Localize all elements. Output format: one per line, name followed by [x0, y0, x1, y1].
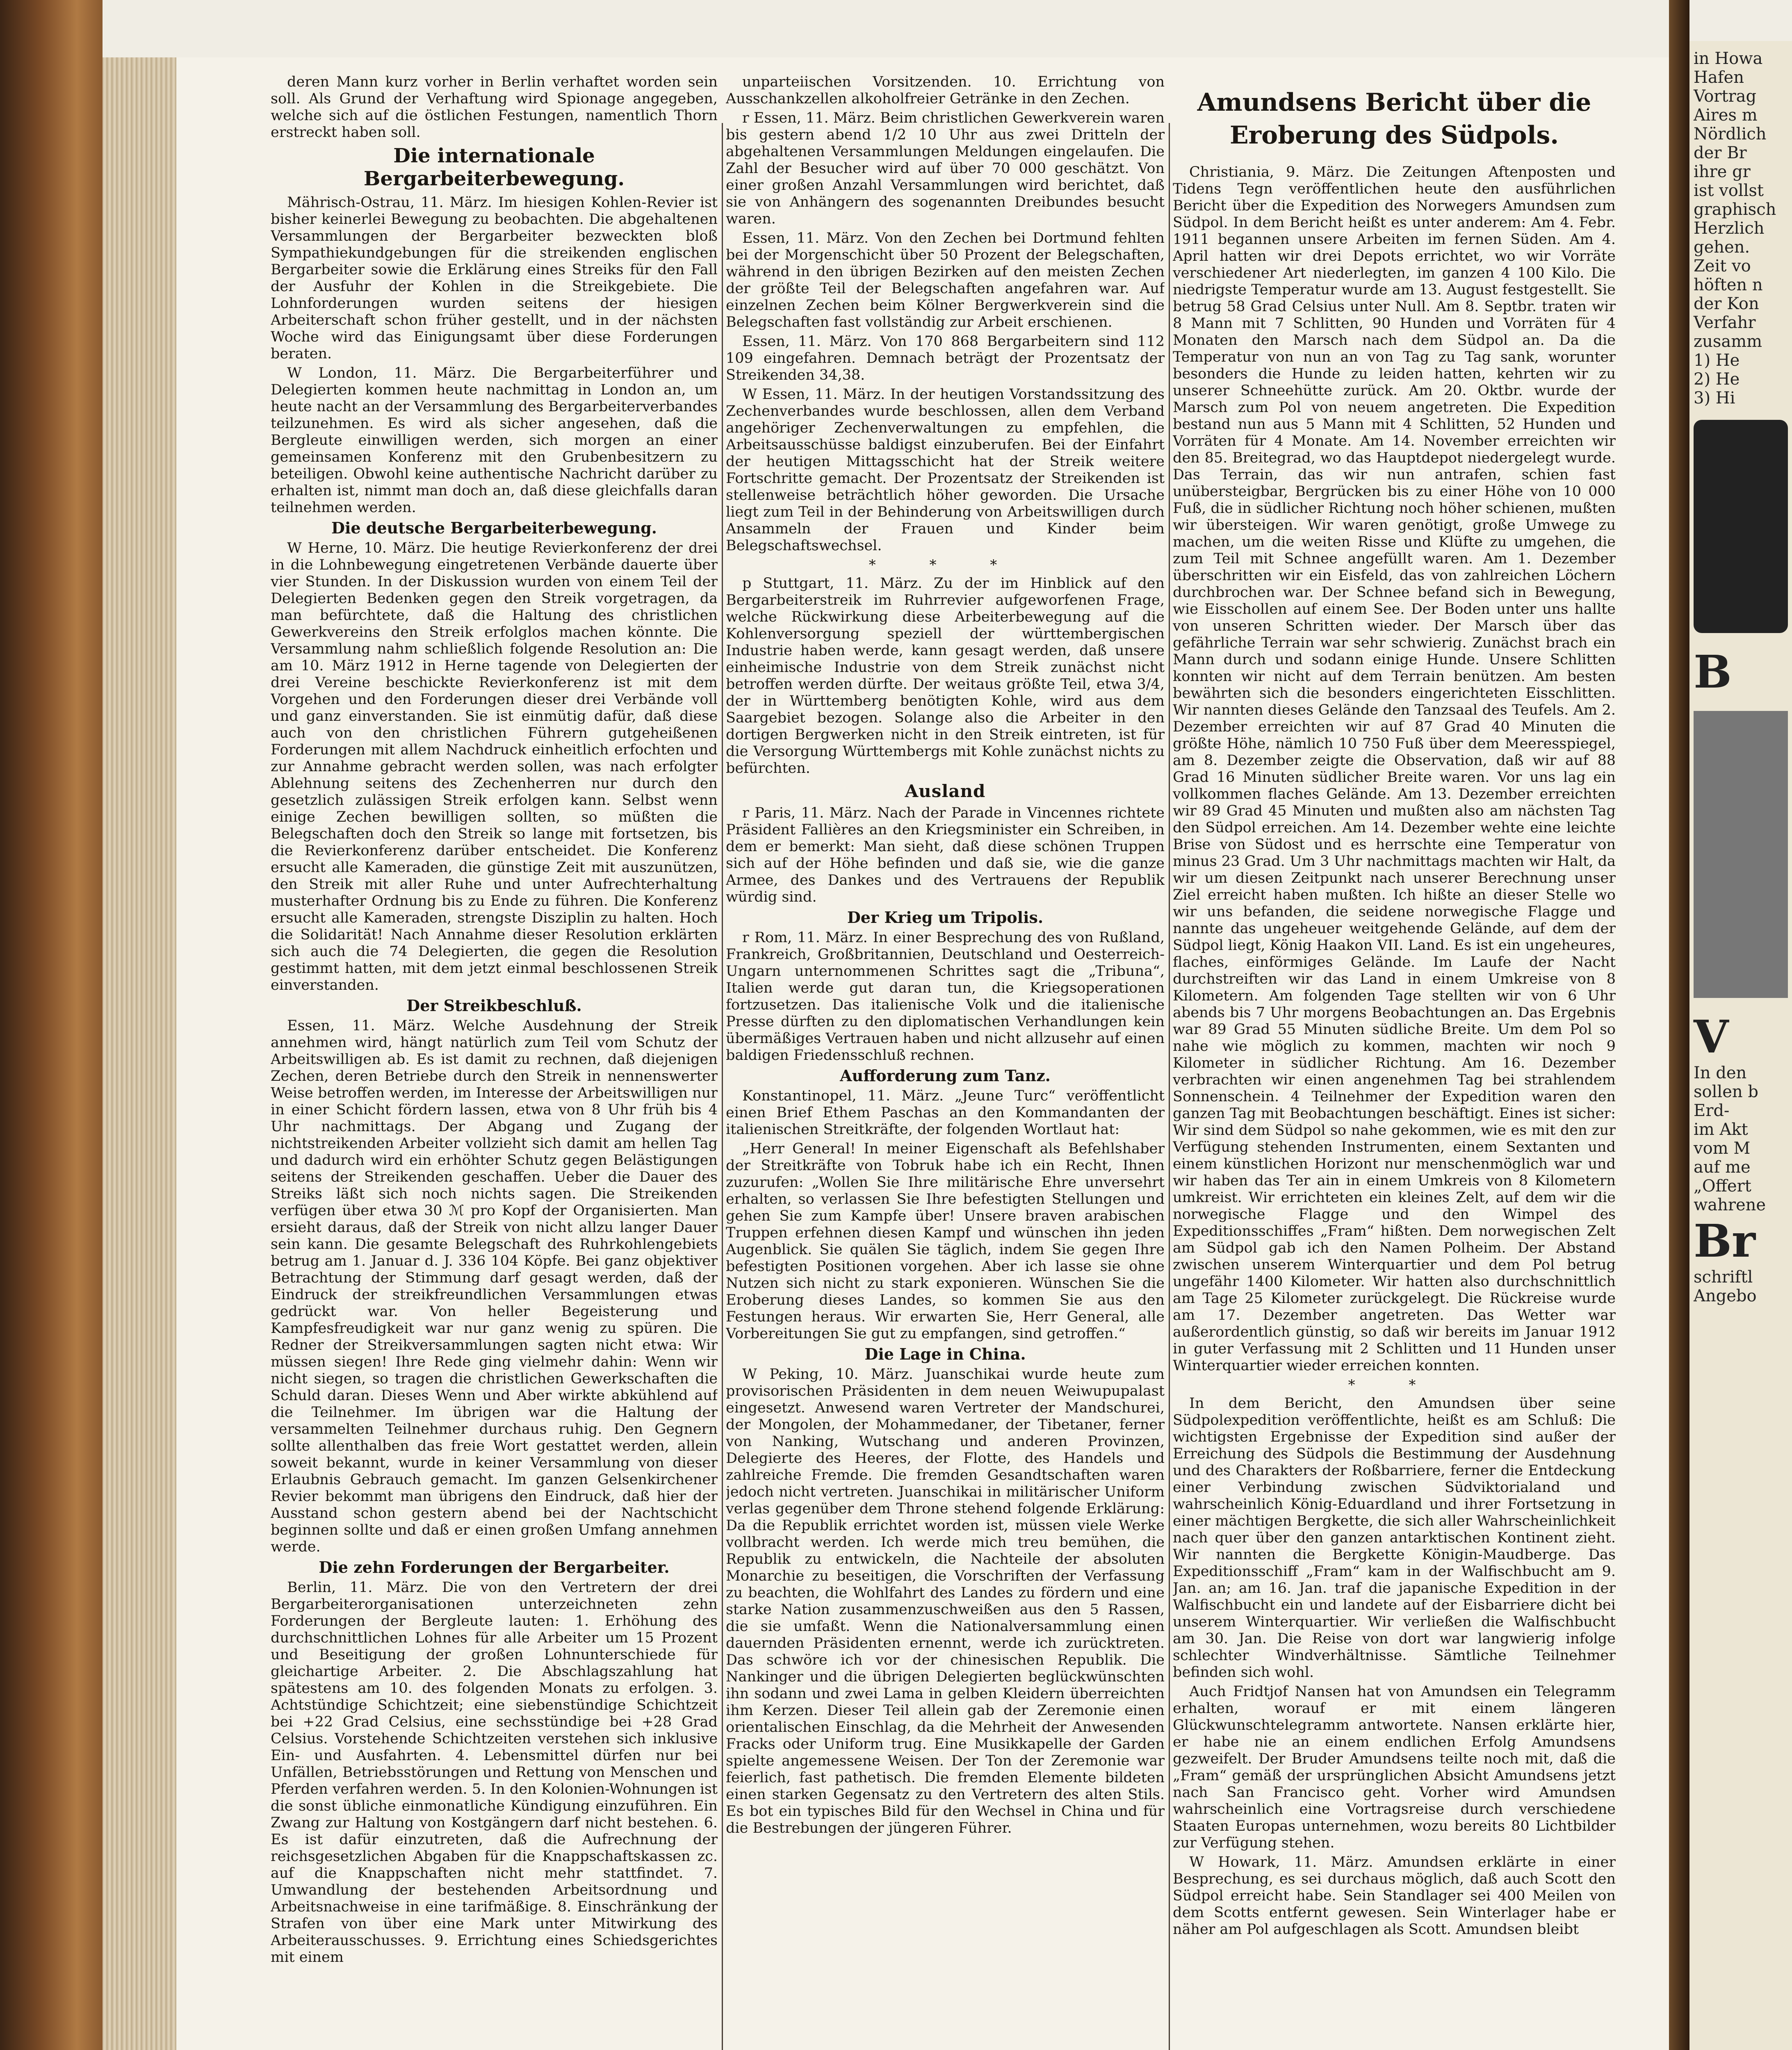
column-rule: [722, 123, 723, 2050]
ad-letter: V: [1694, 1010, 1729, 1063]
subheadline: Die zehn Forderungen der Bergarbeiter.: [319, 1558, 670, 1576]
fragment: 2) He: [1694, 370, 1740, 389]
advertisement-graphic: [1694, 420, 1788, 633]
adjacent-page: [1689, 41, 1792, 2050]
fragment: Zeit vo: [1694, 257, 1751, 276]
subheadline: Der Streikbeschluß.: [406, 996, 582, 1015]
paragraph: W Herne, 10. März. Die heutige Revierkonferenz der drei in die Lohnbewegung eingetretenen Verbände dauerte über vier Stunden. In der Diskussion wurden von einem Teil der Delegierten Bedenken gegen den Streik vorgetragen, da man befürchtete, daß die Haltung des christlichen Gewerkvereins den Streik erfolglos machen könnte. Die Versammlung nahm schließlich folgende Resolution an: Die am 10. März 1912 in Herne tagende von Delegierten der drei Vereine beschickte Revierkonferenz ist mit dem Vorgehen und den Forderungen dieser drei Verbände voll und ganz einverstanden. Sie ist einmütig dafür, daß diese auch von den christlichen Führern gutgeheißenen Forderungen mit allem Nachdruck einheitlich erfochten und zur Annahme gebracht werden sollen, was nach erfolgter Ablehnung seitens des Zechenherren nur durch den gesetzlich zulässigen Streik erfolgen kann. Selbst wenn einige Zechen bewilligen sollten, so müßten die Belegschaften doch den Streik so lange mit fortsetzen, bis die Revierkonferenz darüber entscheidet. Die Konferenz ersucht alle Kameraden, die günstige Zeit mit auszunützen, den Streik mit aller Ruhe und unter Aufrechterhaltung musterhafter Ordnung bis zu Ende zu führen. Die Konferenz ersucht alle Kameraden, strengste Disziplin zu halten. Hoch die Solidarität! Nach Annahme dieser Resolution erklärten sich auch die 74 Delegierten, die gegen die Resolution gestimmt hatten, mit dem jetzt einmal beschlossenen Streik einverstanden.: [271, 540, 718, 993]
advertisement-image: [1694, 711, 1788, 998]
ad-letter: B: [1694, 645, 1732, 698]
fragment: wahrene: [1694, 1196, 1766, 1214]
fragment: sollen b: [1694, 1082, 1758, 1101]
paragraph: Auch Fridtjof Nansen hat von Amundsen ein Telegramm erhalten, worauf er mit einem längeren Glückwunschtelegramm antwortete. Nansen erklärte hier, er habe nie an einem endlichen Erfolg Amundsens gezweifelt. Der Bruder Amundsens teilte noch mit, daß die „Fram“ gemäß der ursprünglichen Absicht Amundsens jetzt nach San Francisco geht. Vorher wird Amundsen wahrscheinlich eine Vortragsreise durch verschiedene Staaten Europas unternehmen, wozu bereits 80 Lichtbilder zur Verfügung stehen.: [1173, 1683, 1616, 1851]
section-heading: Ausland: [905, 781, 986, 801]
fragment: der Br: [1694, 144, 1747, 162]
fragment: Herzlich: [1694, 219, 1765, 238]
paragraph: deren Mann kurz vorher in Berlin verhaftet worden sein soll. Als Grund der Verhaftung wird Spionage angegeben, welche sich auf die östlichen Festungen, namentlich Thorn erstreckt haben soll.: [271, 74, 718, 141]
separator-stars: * *: [1348, 1377, 1441, 1393]
fragment: zusamm: [1694, 332, 1762, 351]
paragraph: r Rom, 11. März. In einer Besprechung des von Rußland, Frankreich, Großbritannien, Deutschland und Oesterreich-Ungarn unternommenen Schrittes sagt die „Tribuna“, Italien werde gut daran tun, die Kriegsoperationen fortzusetzen. Das italienische Volk und die italienische Presse dürften zu den diplomatischen Verhandlungen kein übermäßiges Vertrauen haben und nicht allzusehr auf einen baldigen Friedensschluß rechnen.: [726, 929, 1165, 1064]
ad-letter: Br: [1694, 1214, 1756, 1267]
fragment: auf me: [1694, 1158, 1751, 1177]
column-2: [726, 74, 1165, 2050]
headline: Die internationale Bergarbeiterbewegung.: [363, 144, 625, 190]
subheadline: Der Krieg um Tripolis.: [847, 908, 1044, 927]
paragraph: Mährisch-Ostrau, 11. März. Im hiesigen Kohlen-Revier ist bisher keinerlei Bewegung zu beobachten. Die abgehaltenen Versammlungen der Bergarbeiter bezweckten bloß Sympathiekundgebungen für die streikenden englischen Bergarbeiter sowie die Erklärung eines Streiks für den Fall der Ausfuhr der Kohlen in die Streikgebiete. Die Lohnforderungen wurden seitens der hiesigen Arbeiterschaft schon früher gestellt, und in der nächsten Woche wird das Einigungsamt über diese Forderungen beraten.: [271, 194, 718, 362]
fragment: „Offert: [1694, 1177, 1751, 1196]
book-gutter: [1669, 0, 1689, 2050]
fragment: In den: [1694, 1064, 1747, 1082]
fragment: Verfahr: [1694, 313, 1756, 332]
paragraph: p Stuttgart, 11. März. Zu der im Hinblick auf den Bergarbeiterstreik im Ruhrrevier aufgeworfenen Frage, welche Rückwirkung diese Arbeiterbewegung auf die Kohlenversorgung speziell der württembergischen Industrie haben werde, kann gesagt werden, daß unsere einheimische Industrie von dem Streik zunächst nicht betroffen werden dürfte. Der weitaus größte Teil, etwa 3/4, der in Württemberg benötigten Kohle, wird aus dem Saargebiet bezogen. Solange also die Arbeiter in den dortigen Bergwerken nicht in den Streik eintreten, ist für die Versorgung Württembergs mit Kohle zunächst nichts zu befürchten.: [726, 575, 1165, 777]
fragment: 3) Hi: [1694, 389, 1735, 408]
column-1: [271, 74, 718, 2050]
fragment: 1) He: [1694, 351, 1740, 370]
paragraph: r Essen, 11. März. Beim christlichen Gewerkverein waren bis gestern abend 1/2 10 Uhr aus zwei Dritteln der abgehaltenen Versammlungen Meldungen eingelaufen. Die Zahl der Besucher wird auf über 70 000 geschätzt. Von einer großen Anzahl Versammlungen wird berichtet, daß sie von Anhängern des sogenannten Dreibundes besucht waren.: [726, 110, 1165, 227]
fragment: Erd-: [1694, 1101, 1730, 1120]
paragraph: W Essen, 11. März. In der heutigen Vorstandssitzung des Zechenverbandes wurde beschlossen, allen dem Verband angehöriger Zechenverwaltungen zu empfehlen, die Arbeitsausschüsse baldigst einzuberufen. Bei der Einfahrt der heutigen Mittagsschicht hat der Streik weitere Fortschritte gemacht. Der Prozentsatz der Streikenden ist stellenweise beträchtlich höher geworden. Die Ursache liegt zum Teil in der Behinderung von Arbeitswilligen durch Ansammeln der Frauen und Kinder beim Belegschaftswechsel.: [726, 386, 1165, 554]
subheadline: Die deutsche Bergarbeiterbewegung.: [331, 519, 657, 537]
paragraph: Berlin, 11. März. Die von den Vertretern der drei Bergarbeiterorganisationen unterzeichneten zehn Forderungen der Bergleute lauten: 1. Erhöhung des durchschnittlichen Lohnes für alle Arbeiter um 15 Prozent und Beseitigung der großen Lohnunterschiede für gleichartige Arbeiter. 2. Die Abschlagszahlung hat spätestens am 10. des folgenden Monats zu erfolgen. 3. Achtstündige Schichtzeit; eine siebenstündige Schichtzeit bei +22 Grad Celsius, eine sechsstündige bei +28 Grad Celsius. Vorstehende Schichtzeiten verstehen sich inklusive Ein- und Ausfahrten. 4. Lebensmittel dürfen nur bei Unfällen, Betriebsstörungen und Rettung von Menschen und Pferden verfahren werden. 5. In den Kolonien-Wohnungen ist die sonst übliche einmonatliche Kündigung einzuführen. Ein Zwang zur Haltung von Kostgängern darf nicht bestehen. 6. Es ist dafür einzutreten, daß die Aufrechnung der reichsgesetzlichen Abgaben für die Knappschaftskassen zc. auf die Knappschaften nicht mehr stattfindet. 7. Umwandlung der bestehenden Arbeitsordnung und Arbeitsnachweise in eine tarifmäßige. 8. Einschränkung der Strafen von über eine Mark unter Mitwirkung des Arbeiterausschusses. 9. Errichtung eines Schiedsgerichtes mit einem: [271, 1579, 718, 1966]
column-3: [1173, 74, 1616, 2050]
book-binding: [0, 0, 103, 2050]
paragraph: unparteiischen Vorsitzenden. 10. Errichtung von Ausschankzellen alkoholfreier Getränke in den Zechen.: [726, 74, 1165, 107]
fragment: Nördlich: [1694, 125, 1767, 144]
fragment: ist vollst: [1694, 181, 1764, 200]
adjacent-page-text: [1689, 41, 1792, 1314]
column-rule: [1169, 123, 1170, 2050]
paragraph: Essen, 11. März. Von den Zechen bei Dortmund fehlten bei der Morgenschicht über 50 Prozent der Belegschaften, während in den übrigen Bezirken auf den meisten Zechen der größte Teil der Belegschaften angefahren war. Auf einzelnen Zechen beim Kölner Bergwerkverein sind die Belegschaften fast vollständig zur Arbeit erschienen.: [726, 230, 1165, 330]
fragment: im Akt: [1694, 1120, 1748, 1139]
paragraph: W Howark, 11. März. Amundsen erklärte in einer Besprechung, es sei durchaus möglich, daß auch Scott den Südpol erreicht habe. Sein Standlager sei 400 Meilen von dem Scotts entfernt gewesen. Sein Winterlager habe er näher am Pol aufgeschlagen als Scott. Amundsen bleibt: [1173, 1854, 1616, 1938]
fragment: ihre gr: [1694, 162, 1751, 181]
paragraph: In dem Bericht, den Amundsen über seine Südpolexpedition veröffentlichte, heißt es am Schluß: Die wichtigsten Ergebnisse der Expedition sind außer der Erreichung des Südpols die Bestimmung der Ausdehnung und des Charakters der Roßbarriere, ferner die Entdeckung einer Verbindung zwischen Südviktorialand und wahrscheinlich König-Eduardland und ihrer Fortsetzung in einer mächtigen Bergkette, die sich aller Wahrscheinlichkeit nach quer über den ganzen antarktischen Kontinent zieht. Wir nannten die Bergkette Königin-Maudberge. Das Expeditionsschiff „Fram“ kam in der Walfischbucht am 9. Jan. an; am 16. Jan. traf die japanische Expedition in der Walfischbucht ein und landete auf der Eisbarriere dicht bei unserem Winterquartier. Wir verließen die Walfischbucht am 30. Jan. Die Reise von dort war langwierig infolge schlechter Windverhältnisse. Sämtliche Teilnehmer befinden sich wohl.: [1173, 1395, 1616, 1681]
paragraph: Christiania, 9. März. Die Zeitungen Aftenposten und Tidens Tegn veröffentlichen heute den ausführlichen Bericht über die Expedition des Norwegers Amundsen zum Südpol. In dem Bericht heißt es unter anderem: Am 4. Febr. 1911 begannen unsere Arbeiten im fernen Süden. Am 4. April hatten wir drei Depots errichtet, wo wir Vorräte verschiedener Art niederlegten, im ganzen 4 100 Kilo. Die niedrigste Temperatur wurde am 13. August festgestellt. Sie betrug 58 Grad Celsius unter Null. Am 8. Septbr. traten wir 8 Mann mit 7 Schlitten, 90 Hunden und Vorräten für 4 Monaten den Marsch nach dem Südpol an. Da die Temperatur von nun an von Tag zu Tag sank, worunter besonders die Hunde zu leiden hatten, kehrten wir zu unserer Schneehütte zurück. Am 20. Oktbr. wurde der Marsch zum Pol von neuem angetreten. Die Expedition bestand nun aus 5 Mann mit 4 Schlitten, 52 Hunden und Vorräten für 4 Monate. Am 14. November erreichten wir den 85. Breitegrad, wo das Hauptdepot niedergelegt wurde. Das Terrain, das wir nun antrafen, schien fast unübersteigbar, Bergrücken bis zu einer Höhe von 10 000 Fuß, die in südlicher Richtung noch höher schienen, mußten wir übersteigen. Wir waren genötigt, große Umwege zu machen, um die weiten Risse und Klüfte zu umgehen, die zum Teil mit Schnee angefüllt waren. Am 1. Dezember überschritten wir ein Eisfeld, das von zahlreichen Löchern durchbrochen war. Der Schnee befand sich in Bewegung, wie Eisschollen auf einem See. Der Boden unter uns hallte von unseren Schritten wieder. Der Marsch über das gefährliche Terrain war sehr schwierig. Zunächst brach ein Mann durch und sodann einige Hunde. Unsere Schlitten konnten wir nicht auf dem Terrain benützen. Am besten bewährten sich die besonders eingerichteten Eisschlitten. Wir nannten dieses Gelände den Tanzsaal des Teufels. Am 2. Dezember erreichten wir auf 87 Grad 40 Minuten die größte Höhe, nämlich 10 750 Fuß über dem Meeresspiegel, am 8. Dezember zeigte die Observation, daß wir auf 88 Grad 16 Minuten südlicher Breite waren. Vor uns lag ein vollkommen flaches Gelände. Am 13. Dezember erreichten wir 89 Grad 45 Minuten und mußten also am nächsten Tag den Südpol erreichen. Am 14. Dezember wehte eine leichte Brise von Südost und es herrschte eine Temperatur von minus 23 Grad. Um 3 Uhr nachmittags machten wir Halt, da wir um diesen Zeitpunkt nach unserer Berechnung unser Ziel erreicht haben mußten. Ich hißte an dieser Stelle wo wir uns befanden, die seidene norwegische Flagge und nannte das ungeheuer weitgehende Gelände, auf dem der Südpol liegt, König Haakon VII. Land. Es ist ein ungeheures, flaches, einförmiges Gelände. Im Laufe der Nacht durchstreiften wir das Land in einem Umkreise von 8 Kilometern. Am folgenden Tage stellten wir von 6 Uhr abends bis 7 Uhr morgens Beobachtungen an. Das Ergebnis war 89 Grad 55 Minuten südliche Breite. Um dem Pol so nahe wie möglich zu kommen, machten wir noch 9 Kilometer in südlicher Richtung. Am 16. Dezember verbrachten wir einen angenehmen Tag bei strahlendem Sonnenschein. 4 Teilnehmer der Expedition waren den ganzen Tag mit Beobachtungen beschäftigt. Eines ist sicher: Wir sind dem Südpol so nahe gekommen, wie es mit den zur Verfügung stehenden Instrumenten, einem Sextanten und einem künstlichen Horizont nur menschenmöglich war und wir haben das Ter ain in einem Umkreis von 8 Kilometern umkreist. Wir errichteten ein kleines Zelt, auf dem wir die norwegische Flagge und den Wimpel des Expeditionsschiffes „Fram“ hißten. Dem norwegischen Zelt am Südpol gab ich den Namen Polheim. Der Abstand zwischen unserem Winterquartier und dem Pol betrug ungefähr 1400 Kilometer. Wir hatten also durchschnittlich am Tage 25 Kilometer zurückgelegt. Die Rückreise wurde am 17. Dezember angetreten. Das Wetter war außerordentlich günstig, so daß wir bereits im Januar 1912 in guter Verfassung mit 2 Schlitten und 11 Hunden unser Winterquartier wieder erreichen konnten.: [1173, 164, 1616, 1374]
fragment: gehen.: [1694, 238, 1750, 257]
paragraph: W London, 11. März. Die Bergarbeiterführer und Delegierten kommen heute nachmittag in London an, um heute nacht an der Versammlung des Bergarbeiterverbandes teilzunehmen. Es wird als sicher angesehen, daß die Bergleute einwilligen werden, sich morgen an einer gemeinsamen Konferenz mit den Grubenbesitzern zu beteiligen. Obwohl keine authentische Nachricht darüber zu erhalten ist, nimmt man doch an, daß diese gleichfalls daran teilnehmen werden.: [271, 365, 718, 516]
fragment: in Howa: [1694, 49, 1763, 68]
page-edges: [103, 57, 176, 2050]
paragraph: „Herr General! In meiner Eigenschaft als Befehlshaber der Streitkräfte von Tobruk habe ich ein Recht, Ihnen zuzurufen: „Wollen Sie Ihre militärische Ehre unversehrt erhalten, so verlassen Sie Ihre befestigten Stellungen und gehen Sie zum Kampfe über! Unsere braven arabischen Truppen erfehnen diesen Kampf und wünschen ihn jeden Augenblick. Sie quälen Sie täglich, indem Sie gegen Ihre befestigten Positionen vorgehen. Aber ich lasse sie ohne Nutzen sich nicht zu stark exponieren. Wünschen Sie die Eroberung dieses Landes, so kommen Sie aus den Festungen heraus. Wir erwarten Sie, Herr General, alle Vorbereitungen Sie gut zu empfangen, sind getroffen.“: [726, 1141, 1165, 1342]
paragraph: Essen, 11. März. Welche Ausdehnung der Streik annehmen wird, hängt natürlich zum Teil vom Schutz der Arbeitswilligen ab. Es ist damit zu rechnen, daß diejenigen Zechen, deren Betriebe durch den Streik in nennenswerter Weise betroffen werden, im Interesse der Arbeitswilligen nur in einer Schicht fördern lassen, etwa von 8 Uhr früh bis 4 Uhr nachmittags. Der Abgang und Zugang der nichtstreikenden Arbeiter vollzieht sich damit am hellen Tag und dadurch wird ein erhöhter Schutz gegen Belästigungen seitens der Streikenden geschaffen. Ueber die Dauer des Streiks läßt sich noch nichts sagen. Die Streikenden verfügen über etwa 30 ℳ pro Kopf der Organisierten. Man ersieht daraus, daß der Streik von nicht allzu langer Dauer sein kann. Die gesamte Belegschaft des Ruhrkohlengebiets betrug am 1. Januar d. J. 336 104 Köpfe. Bei ganz objektiver Betrachtung der Stimmung darf gesagt werden, daß der Eindruck der streikfreundlichen Versammlungen etwas gedrückt war. Von heller Begeisterung und Kampfesfreudigkeit war nur ganz wenig zu spüren. Die Redner der Streikversammlungen sagten nicht etwa: Wir müssen siegen! Ihre Rede ging vielmehr dahin: Wenn wir nicht siegen, so tragen die christlichen Gewerkschaften die Schuld daran. Dieses Wenn und Aber wirkte abkühlend auf die Teilnehmer. Im übrigen war die Haltung der versammelten Teilnehmer durchaus ruhig. Den Gegnern sollte allenthalben das freie Wort gestattet werden, allein soweit bekannt, wurde in keiner Versammlung von dieser Erlaubnis Gebrauch gemacht. Im ganzen Gelsenkirchener Revier bekommt man übrigens den Eindruck, daß hier der Ausstand schon gestern abend bei der Nachtschicht beginnen sollte und daß er einen großen Umfang annehmen werde.: [271, 1018, 718, 1555]
article-title: Amundsens Bericht über die Eroberung des Südpols.: [1197, 88, 1591, 150]
fragment: vom M: [1694, 1139, 1751, 1158]
subheadline: Aufforderung zum Tanz.: [840, 1066, 1051, 1085]
fragment: Aires m: [1694, 106, 1758, 125]
paragraph: Essen, 11. März. Von 170 868 Bergarbeitern sind 112 109 eingefahren. Demnach beträgt der Prozentsatz der Streikenden 34,38.: [726, 333, 1165, 383]
paragraph: Konstantinopel, 11. März. „Jeune Turc“ veröffentlicht einen Brief Ethem Paschas an den Kommandanten der italienischen Streitkräfte, der folgenden Wortlaut hat:: [726, 1088, 1165, 1138]
fragment: Hafen: [1694, 68, 1744, 87]
fragment: höften n: [1694, 276, 1763, 294]
paragraph: r Paris, 11. März. Nach der Parade in Vincennes richtete Präsident Fallières an den Kriegsminister ein Schreiben, in dem er bemerkt: Man sieht, daß diese schönen Truppen sich auf der Höhe befinden und daß sie, wie die ganze Armee, des Dankes und des Vertrauens der Republik würdig sind.: [726, 805, 1165, 905]
fragment: Angebo: [1694, 1287, 1757, 1305]
separator-stars: * * *: [869, 557, 1022, 573]
fragment: schriftl: [1694, 1268, 1753, 1287]
paragraph: W Peking, 10. März. Juanschikai wurde heute zum provisorischen Präsidenten in dem neuen Weiwupupalast eingesetzt. Anwesend waren Vertreter der Mandschurei, der Mongolen, der Mohammedaner, der Tibetaner, ferner von Nanking, Wutschang und anderen Provinzen, Delegierte des Heeres, der Flotte, des Handels und zahlreiche Fremde. Die fremden Gesandtschaften waren jedoch nicht vertreten. Juanschikai in militärischer Uniform verlas gegenüber dem Throne stehend folgende Erklärung: Da die Republik errichtet worden ist, müssen viele Werke vollbracht werden. Ich werde mich treu bemühen, die Republik zu entwickeln, die Nachteile der absoluten Monarchie zu beseitigen, die Vorschriften der Verfassung zu beachten, die Wohlfahrt des Landes zu fördern und eine starke Nation zusammenzuschweißen aus den 5 Rassen, die sie umfaßt. Wenn die Nationalversammlung einen dauernden Präsidenten ernennt, werde ich zurücktreten. Das schwöre ich vor der chinesischen Republik. Die Nankinger und die übrigen Delegierten beglückwünschten ihn sodann und zwei Lama in gelben Kleidern überreichten ihm Kerzen. Dieser Teil allein gab der Zeremonie einen orientalischen Einschlag, da die Mehrheit der Anwesenden Fracks oder Uniform trug. Eine Musikkapelle der Garden spielte angemessene Weisen. Der Ton der Zeremonie war feierlich, fast pathetisch. Die fremden Elemente bildeten einen starken Gegensatz zu den Vertretern des alten Stils. Es bot ein typisches Bild für den Wechsel in China und für die Bestrebungen der jüngeren Führer.: [726, 1366, 1165, 1836]
fragment: der Kon: [1694, 294, 1759, 313]
subheadline: Die Lage in China.: [864, 1345, 1026, 1363]
fragment: graphisch: [1694, 200, 1776, 219]
fragment: Vortrag: [1694, 87, 1757, 106]
